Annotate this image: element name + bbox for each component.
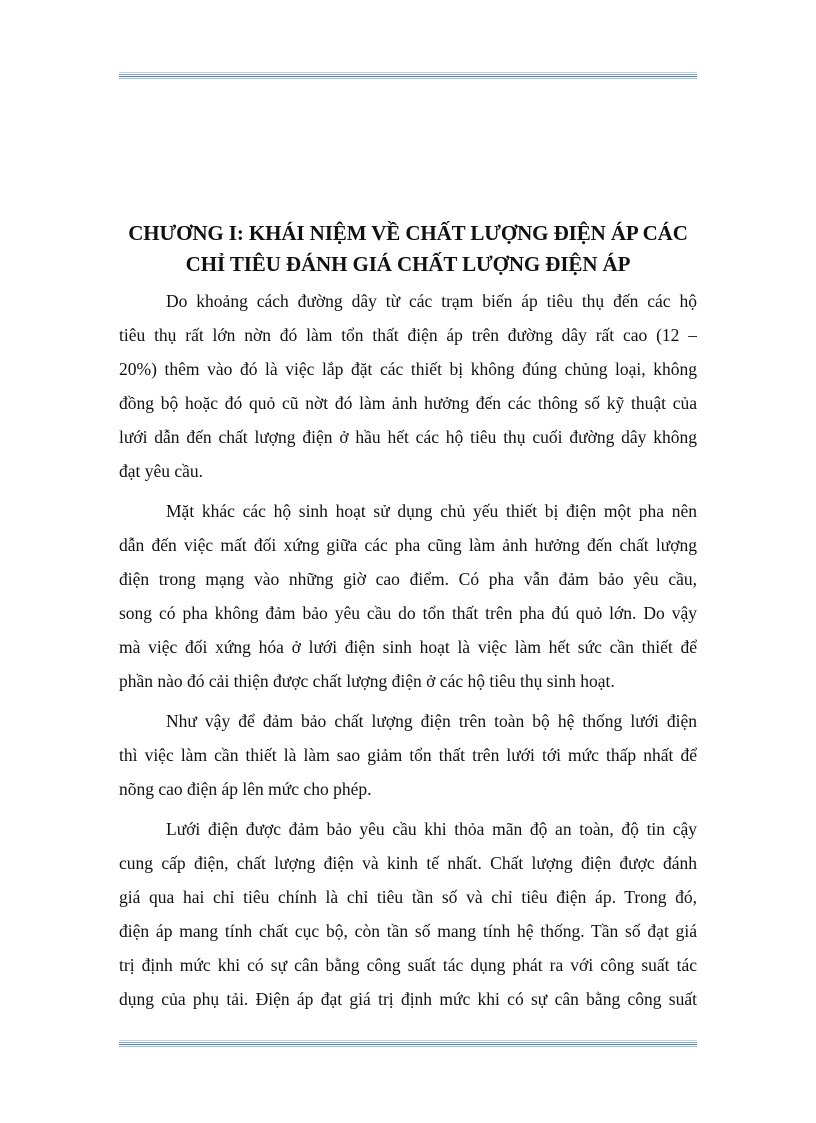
paragraph-4 — [119, 812, 697, 1016]
paragraph-line: dụng của phụ tải. Điện áp đạt giá trị định mức khi có sự cân bằng công suất — [119, 989, 697, 1009]
footer-rule — [119, 1040, 697, 1048]
paragraph-line: Lưới điện được đảm bảo yêu cầu khi thỏa mãn độ an toàn, độ tin cậy — [166, 819, 697, 839]
paragraph-line: phần nào đó cải thiện được chất lượng điện ở các hộ tiêu thụ sinh hoạt. — [119, 671, 615, 691]
paragraph-line: điện trong mạng vào những giờ cao điểm. Có pha vẫn đảm bảo yêu cầu, — [119, 569, 697, 589]
paragraph-line: thì việc làm cần thiết là làm sao giảm tổn thất trên lưới tới mức thấp nhất để — [119, 745, 697, 765]
paragraph-2 — [119, 494, 697, 698]
paragraph-line: đồng bộ hoặc đó quỏ cũ nờt đó làm ảnh hưởng đến các thông số kỹ thuật của — [119, 393, 697, 413]
chapter-heading — [112, 218, 704, 280]
paragraph-line: tiêu thụ rất lớn nờn đó làm tổn thất điện áp trên đường dây rất cao (12 – — [119, 325, 697, 345]
paragraph-line: Mặt khác các hộ sinh hoạt sử dụng chủ yếu thiết bị điện một pha nên — [166, 501, 697, 521]
chapter-heading-line-1: CHƯƠNG I: KHÁI NIỆM VỀ CHẤT LƯỢNG ĐIỆN ÁP CÁC — [128, 221, 688, 245]
paragraph-3 — [119, 704, 697, 806]
paragraph-line: cung cấp điện, chất lượng điện và kinh tế nhất. Chất lượng điện được đánh — [119, 853, 697, 873]
paragraph-line: trị định mức khi có sự cân bằng công suất tác dụng phát ra với công suất tác — [119, 955, 697, 975]
paragraph-line: nõng cao điện áp lên mức cho phép. — [119, 779, 372, 799]
paragraph-line: giá qua hai chỉ tiêu chính là chỉ tiêu tần số và chỉ tiêu điện áp. Trong đó, — [119, 887, 697, 907]
paragraph-line: điện áp mang tính chất cục bộ, còn tần số mang tính hệ thống. Tần số đạt giá — [119, 921, 697, 941]
body-text — [119, 284, 697, 1022]
header-rule — [119, 72, 697, 80]
chapter-heading-line-2: CHỈ TIÊU ĐÁNH GIÁ CHẤT LƯỢNG ĐIỆN ÁP — [185, 252, 631, 276]
paragraph-line: đạt yêu cầu. — [119, 461, 204, 481]
paragraph-line: mà việc đối xứng hóa ở lưới điện sinh hoạt là việc làm hết sức cần thiết để — [119, 637, 697, 657]
paragraph-line: lưới dẫn đến chất lượng điện ở hầu hết các hộ tiêu thụ cuối đường dây không — [119, 427, 697, 447]
paragraph-line: Như vậy để đảm bảo chất lượng điện trên toàn bộ hệ thống lưới điện — [166, 711, 697, 731]
paragraph-line: 20%) thêm vào đó là việc lắp đặt các thiết bị không đúng chủng loại, không — [119, 359, 697, 379]
paragraph-line: Do khoảng cách đường dây từ các trạm biến áp tiêu thụ đến các hộ — [166, 291, 697, 311]
paragraph-1 — [119, 284, 697, 488]
paragraph-line: dẫn đến việc mất đối xứng giữa các pha cũng làm ảnh hưởng đến chất lượng — [119, 535, 697, 555]
paragraph-line: song có pha không đảm bảo yêu cầu do tổn thất trên pha đú quỏ lớn. Do vậy — [119, 603, 697, 623]
